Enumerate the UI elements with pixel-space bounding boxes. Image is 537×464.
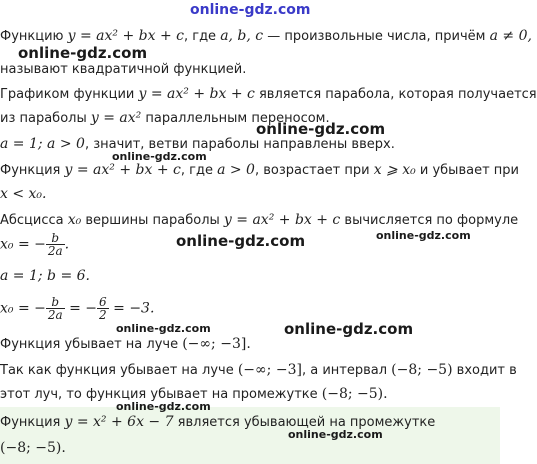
line-6: [0, 162, 519, 178]
formula: x ⩾ x₀: [373, 162, 416, 178]
line-9: [0, 232, 69, 257]
denominator: 2a: [47, 308, 63, 322]
formula: (−8; −5).: [321, 386, 388, 402]
watermark: online-gdz.com: [112, 150, 207, 163]
denominator: 2: [99, 308, 107, 322]
line-3: [0, 86, 537, 102]
formula: a ≠ 0,: [489, 28, 532, 44]
formula-end: = −3.: [108, 300, 155, 317]
fraction: [46, 296, 65, 321]
watermark: online-gdz.com: [376, 229, 471, 242]
watermark: online-gdz.com: [116, 400, 211, 413]
watermark: online-gdz.com: [176, 232, 306, 250]
formula: y = x² + 6x − 7: [64, 414, 174, 430]
text: Абсцисса: [0, 213, 68, 228]
line-7: x < x₀.: [0, 186, 47, 202]
watermark-top: online-gdz.com: [190, 2, 311, 18]
watermark: online-gdz.com: [116, 322, 211, 335]
text: , значит, ветви параболы направлены вверх.: [84, 137, 395, 152]
text: , где: [180, 163, 218, 178]
formula: a > 0: [217, 162, 255, 178]
formula-mid: = −: [64, 300, 98, 317]
formula: y = ax²: [90, 110, 142, 126]
formula: y = ax² + bx + c: [67, 28, 184, 44]
text: и убывает при: [415, 163, 519, 178]
text: — произвольные числа, причём: [263, 29, 490, 44]
formula: x₀: [67, 212, 82, 228]
text: Графиком функции: [0, 87, 139, 102]
text: параллельным переносом.: [141, 111, 330, 126]
text: Функцию: [0, 29, 68, 44]
numerator: b: [46, 296, 65, 309]
watermark: online-gdz.com: [284, 320, 414, 338]
watermark: online-gdz.com: [256, 120, 386, 138]
watermark: online-gdz.com: [288, 428, 383, 441]
text: этот луч, то функция убывает на промежутке: [0, 387, 322, 402]
formula: (−∞; −3].: [182, 336, 251, 352]
denominator: 2a: [47, 244, 63, 258]
text: из параболы: [0, 111, 91, 126]
formula-end: .: [64, 236, 70, 253]
text: является парабола, которая получается: [254, 87, 537, 102]
formula: (−∞; −3]: [237, 362, 302, 378]
formula-lhs: x₀ = −: [0, 236, 46, 253]
formula: a, b, c: [220, 28, 264, 44]
text: , а интервал: [301, 363, 392, 378]
formula: (−8; −5): [391, 362, 453, 378]
line-13: [0, 362, 517, 378]
text: является убывающей на промежутке: [173, 415, 436, 430]
text: , где: [183, 29, 221, 44]
answer-line-2: (−8; −5).: [0, 440, 66, 456]
numerator: 6: [99, 295, 107, 309]
fraction: [46, 232, 65, 257]
line-10: a = 1; b = 6.: [0, 268, 91, 284]
formula: a = 1; a > 0: [0, 136, 85, 152]
fraction: [97, 296, 109, 321]
formula: y = ax² + bx + c: [64, 162, 181, 178]
formula: y = ax² + bx + c: [223, 212, 341, 228]
numerator: b: [46, 232, 65, 245]
line-8: [0, 212, 518, 228]
line-12: [0, 336, 251, 352]
formula-lhs: x₀ = −: [0, 300, 46, 317]
text: вершины параболы: [81, 213, 224, 228]
watermark: online-gdz.com: [18, 44, 148, 62]
line-11: [0, 296, 154, 321]
text: Функция: [0, 163, 65, 178]
text: , возрастает при: [254, 163, 374, 178]
line-1: [0, 28, 532, 44]
formula: y = ax² + bx + c: [138, 86, 255, 102]
text: Функция убывает на луче: [0, 337, 183, 352]
text: вычисляется по формуле: [340, 213, 519, 228]
text: Так как функция убывает на луче: [0, 363, 238, 378]
text: Функция: [0, 415, 65, 430]
line-2: называют квадратичной функцией.: [0, 62, 247, 77]
text: входит в: [452, 363, 517, 378]
